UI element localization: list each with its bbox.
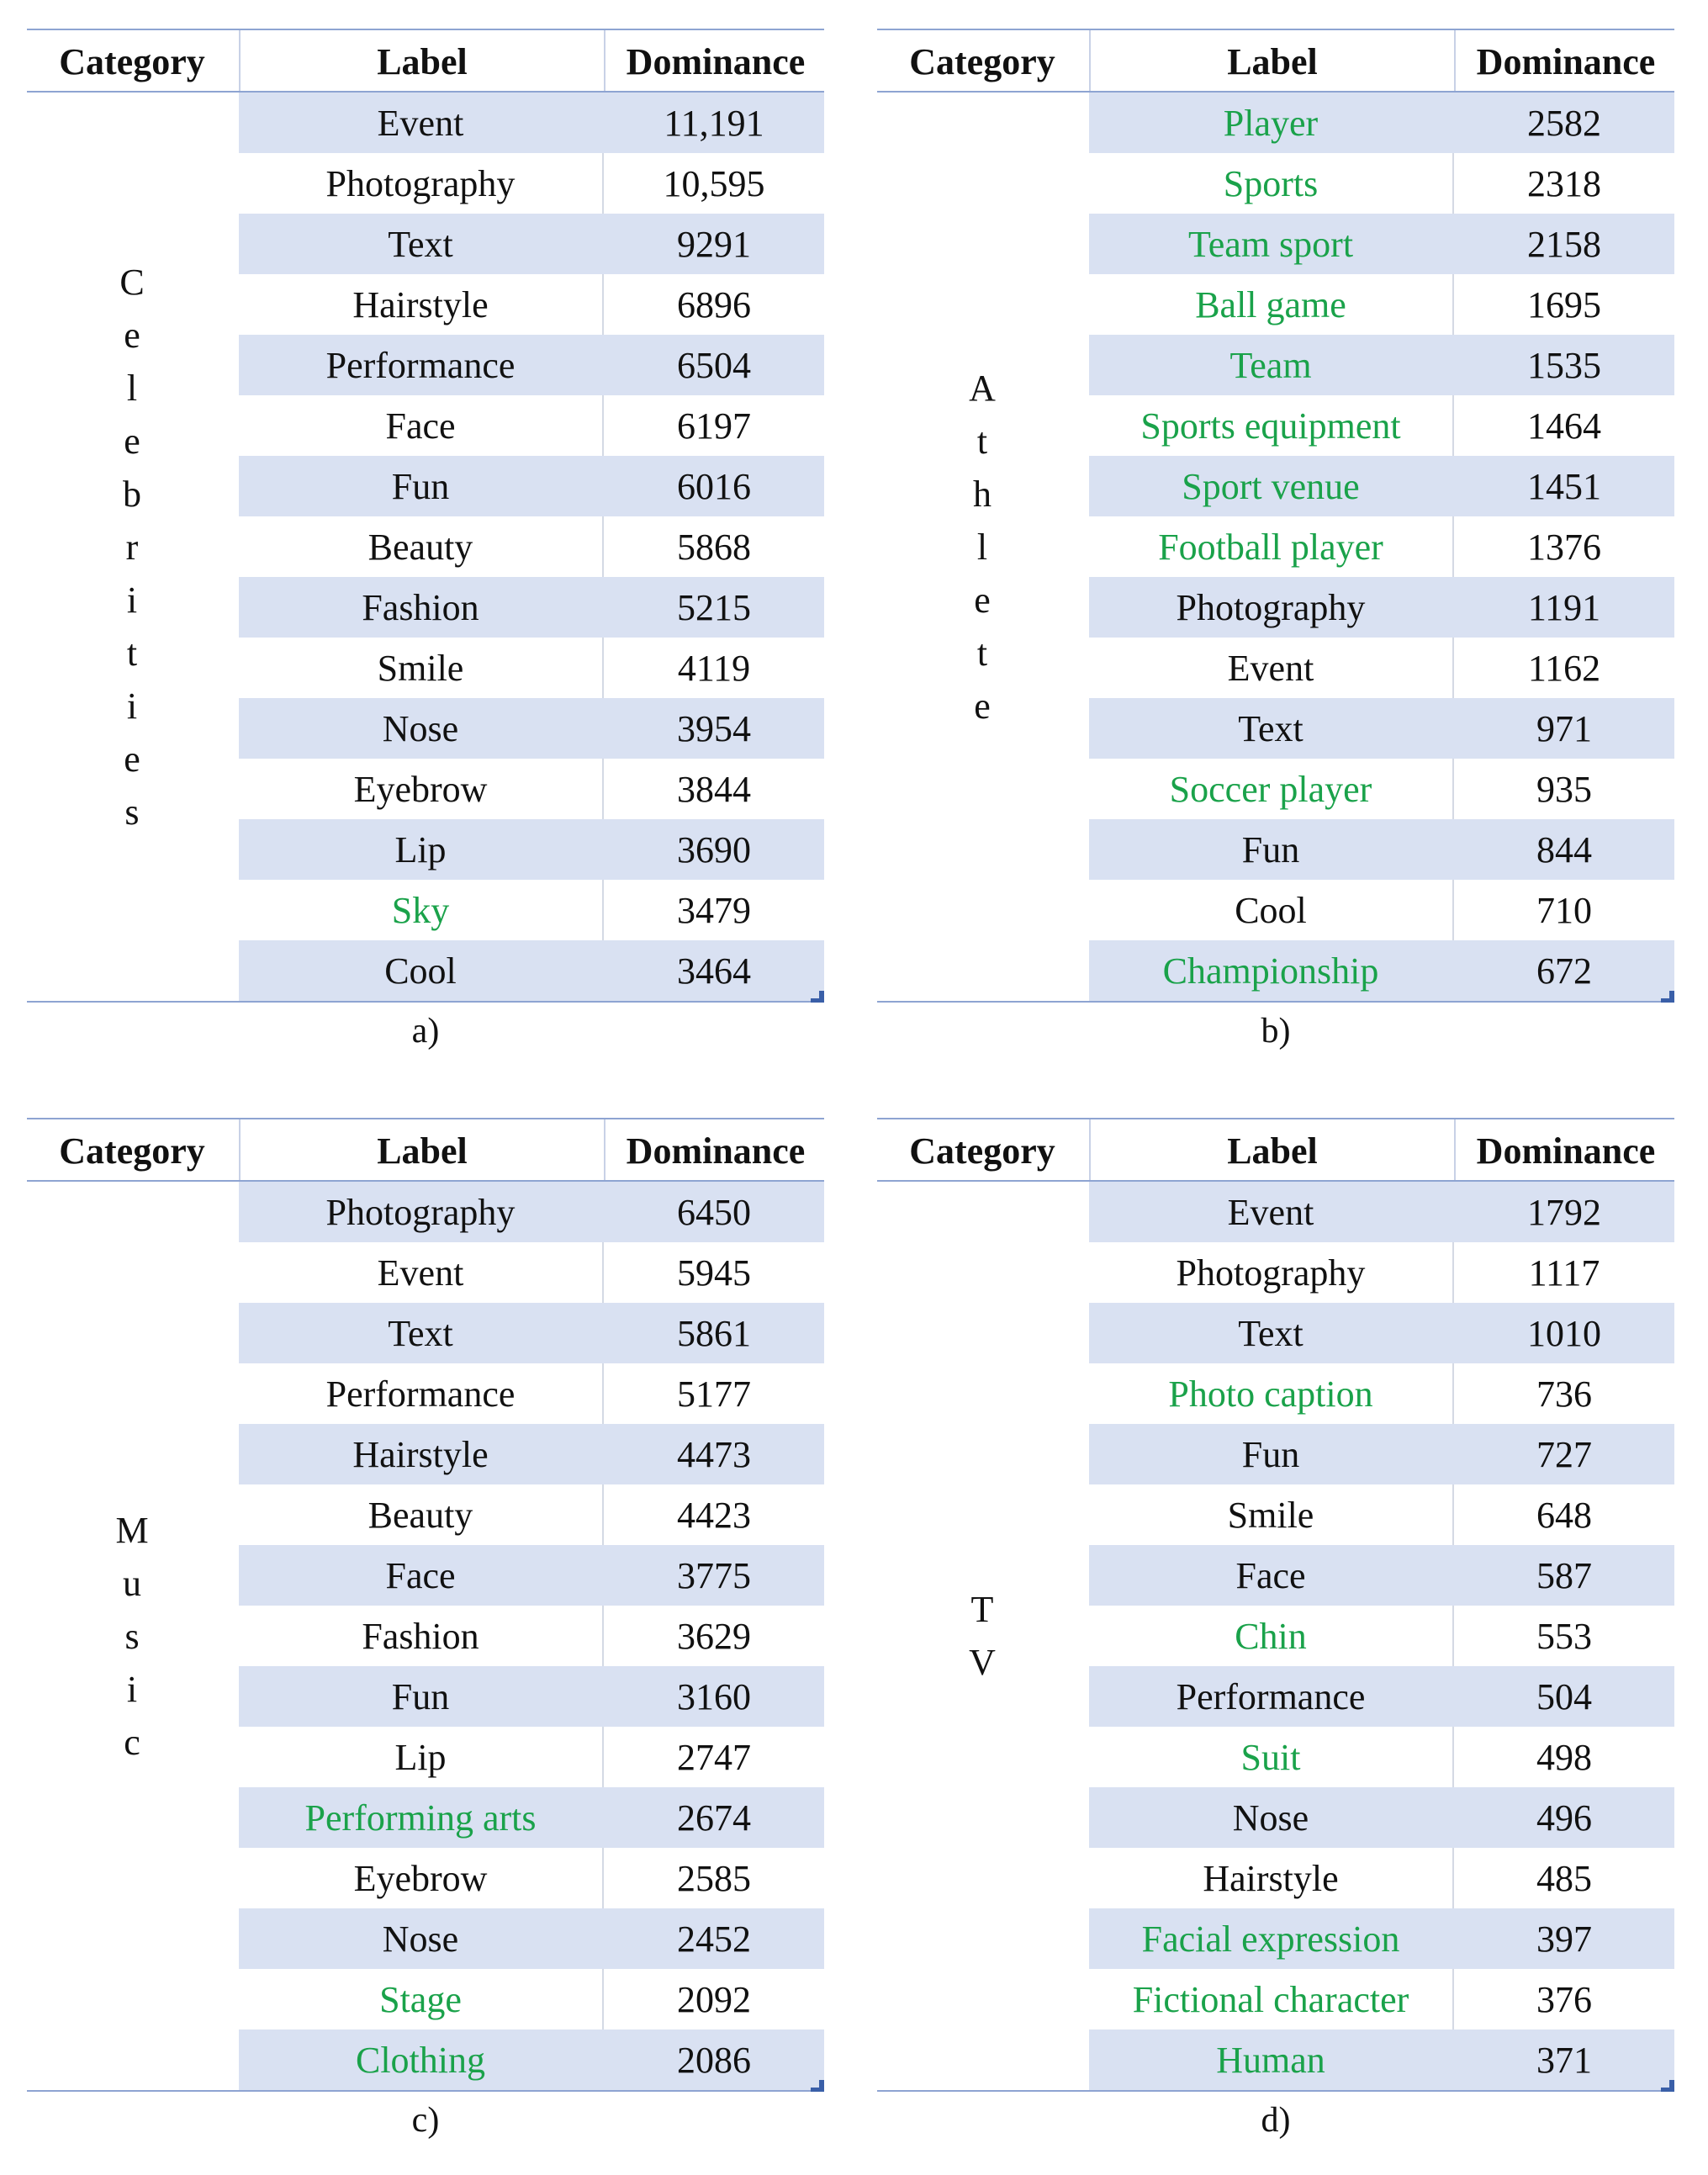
row-dominance: 844 — [1536, 829, 1592, 871]
row-dominance: 2318 — [1527, 163, 1601, 204]
table-row — [1089, 1242, 1674, 1303]
table-row — [239, 1606, 824, 1666]
row-label: Player — [1223, 103, 1319, 144]
table-row — [239, 759, 824, 819]
row-label: Event — [377, 103, 464, 144]
row-dominance: 11,191 — [664, 103, 764, 144]
category-letter: C — [119, 261, 145, 303]
row-label: Clothing — [355, 2040, 486, 2081]
category-cell — [27, 93, 237, 1001]
row-label: Eyebrow — [239, 1848, 604, 1908]
category-letter: t — [126, 632, 138, 674]
row-dominance: 3844 — [677, 769, 751, 810]
category-cell — [27, 1182, 237, 2090]
table-caption: c) — [411, 2101, 440, 2140]
table-row — [1089, 1424, 1674, 1484]
row-label: Human — [1216, 2040, 1325, 2081]
header-label: Label — [239, 1119, 604, 1180]
row-dominance: 2086 — [677, 2040, 751, 2081]
row-label: Event — [1227, 1192, 1314, 1233]
category-letter: s — [124, 1615, 140, 1657]
row-label: Championship — [1162, 950, 1379, 992]
row-label: Text — [1238, 708, 1303, 749]
table-caption: a) — [411, 1012, 440, 1050]
table-header — [877, 1118, 1674, 1182]
table-row — [239, 577, 824, 638]
table-caption: d) — [1261, 2101, 1291, 2140]
table-row — [239, 1545, 824, 1606]
table-row — [1089, 153, 1674, 214]
row-label: Nose — [382, 708, 459, 749]
table-row — [239, 1484, 824, 1545]
table-row — [1089, 819, 1674, 880]
table-row — [239, 456, 824, 516]
row-dominance: 4473 — [677, 1434, 751, 1475]
data-table — [877, 1118, 1674, 2092]
table-row — [1089, 274, 1674, 335]
row-label: Suit — [1089, 1727, 1454, 1787]
row-dominance: 5861 — [677, 1313, 751, 1354]
row-dominance: 10,595 — [663, 163, 765, 204]
header-category: Category — [59, 1130, 205, 1172]
table-row — [239, 395, 824, 456]
row-label: Beauty — [239, 1484, 604, 1545]
row-dominance: 3954 — [677, 708, 751, 749]
row-label: Team — [1229, 345, 1312, 386]
category-letter: r — [125, 526, 139, 568]
table-row — [1089, 638, 1674, 698]
row-label: Ball game — [1089, 274, 1454, 335]
row-label: Sports equipment — [1089, 395, 1454, 456]
row-label: Team sport — [1187, 224, 1354, 265]
row-dominance: 3160 — [677, 1676, 751, 1717]
table-row — [1089, 516, 1674, 577]
row-dominance: 498 — [1536, 1737, 1592, 1778]
row-label: Hairstyle — [239, 274, 604, 335]
row-dominance: 6016 — [677, 466, 751, 507]
category-letter: e — [124, 314, 140, 356]
header-label: Label — [1089, 1119, 1454, 1180]
table-rows — [239, 93, 824, 1001]
table-rows — [239, 1182, 824, 2090]
row-label: Sky — [239, 880, 604, 940]
row-label: Fun — [1241, 1434, 1300, 1475]
row-label: Stage — [239, 1969, 604, 2029]
table-panel-a — [27, 29, 826, 1051]
table-header — [877, 29, 1674, 93]
row-dominance: 1535 — [1527, 345, 1601, 386]
table-row — [239, 1363, 824, 1424]
table-row — [1089, 698, 1674, 759]
row-dominance: 2582 — [1527, 103, 1601, 144]
row-dominance: 1695 — [1527, 284, 1601, 325]
header-dominance: Dominance — [1454, 30, 1676, 91]
category-vertical-text — [969, 362, 996, 733]
header-dominance: Dominance — [604, 1119, 826, 1180]
row-label: Face — [1235, 1555, 1306, 1596]
category-letter: A — [969, 367, 996, 409]
row-label: Photography — [1176, 587, 1366, 628]
row-dominance: 5945 — [677, 1252, 751, 1294]
row-dominance: 3479 — [677, 890, 751, 931]
row-label: Chin — [1089, 1606, 1454, 1666]
row-label: Performance — [239, 1363, 604, 1424]
category-letter: T — [970, 1589, 994, 1630]
row-dominance: 1162 — [1527, 648, 1601, 689]
category-letter: e — [974, 685, 991, 727]
category-cell — [877, 93, 1087, 1001]
row-dominance: 6504 — [677, 345, 751, 386]
row-dominance: 672 — [1536, 950, 1592, 992]
row-label: Smile — [1089, 1484, 1454, 1545]
row-dominance: 4423 — [677, 1495, 751, 1536]
category-letter: l — [126, 367, 138, 409]
row-dominance: 736 — [1536, 1373, 1592, 1415]
table-row — [239, 1848, 824, 1908]
row-label: Smile — [239, 638, 604, 698]
table-rows — [1089, 1182, 1674, 2090]
table-row — [239, 93, 824, 153]
row-label: Soccer player — [1089, 759, 1454, 819]
header-dominance: Dominance — [1454, 1119, 1676, 1180]
row-label: Lip — [239, 1727, 604, 1787]
table-row — [239, 1666, 824, 1727]
table-row — [239, 214, 824, 274]
row-dominance: 4119 — [677, 648, 751, 689]
row-dominance: 648 — [1536, 1495, 1592, 1536]
category-vertical-text — [119, 256, 144, 839]
table-panel-d — [877, 1118, 1676, 2141]
table-row — [239, 698, 824, 759]
table-row — [1089, 577, 1674, 638]
row-label: Face — [385, 1555, 456, 1596]
category-letter: t — [976, 632, 988, 674]
row-dominance: 1117 — [1528, 1252, 1600, 1294]
table-row — [1089, 214, 1674, 274]
row-dominance: 3775 — [677, 1555, 751, 1596]
table-row — [1089, 1545, 1674, 1606]
category-vertical-text — [115, 1504, 148, 1769]
row-dominance: 485 — [1536, 1858, 1592, 1899]
row-dominance: 2092 — [677, 1979, 751, 2020]
table-body — [877, 93, 1674, 1003]
category-letter: i — [126, 579, 138, 621]
row-label: Photography — [1089, 1242, 1454, 1303]
row-dominance: 3464 — [677, 950, 751, 992]
row-label: Fashion — [362, 587, 479, 628]
table-row — [1089, 1666, 1674, 1727]
row-dominance: 3629 — [677, 1616, 751, 1657]
row-dominance: 6896 — [677, 284, 751, 325]
row-label: Hairstyle — [1089, 1848, 1454, 1908]
category-letter: l — [976, 526, 988, 568]
row-label: Nose — [382, 1918, 459, 1960]
row-label: Fun — [1241, 829, 1300, 871]
row-label: Facial expression — [1141, 1918, 1400, 1960]
table-row — [239, 516, 824, 577]
row-dominance: 971 — [1536, 708, 1592, 749]
header-category: Category — [59, 41, 205, 82]
table-body — [27, 1182, 824, 2092]
category-letter: e — [124, 420, 140, 462]
row-dominance: 1376 — [1527, 527, 1601, 568]
row-dominance: 496 — [1536, 1797, 1592, 1839]
table-row — [1089, 1969, 1674, 2029]
row-label: Face — [239, 395, 604, 456]
row-label: Nose — [1232, 1797, 1309, 1839]
resize-handle-icon — [811, 991, 824, 1003]
row-dominance: 710 — [1536, 890, 1592, 931]
table-panel-b — [877, 29, 1676, 1051]
table-row — [239, 1969, 824, 2029]
table-row — [1089, 1182, 1674, 1242]
row-dominance: 2158 — [1527, 224, 1601, 265]
table-row — [239, 2029, 824, 2090]
row-dominance: 1451 — [1527, 466, 1601, 507]
category-letter: c — [124, 1721, 140, 1763]
table-caption: b) — [1261, 1012, 1291, 1050]
table-row — [239, 819, 824, 880]
row-dominance: 376 — [1536, 1979, 1592, 2020]
row-dominance: 2585 — [677, 1858, 751, 1899]
row-label: Text — [388, 1313, 453, 1354]
row-dominance: 2747 — [677, 1737, 751, 1778]
data-table — [27, 1118, 824, 2092]
header-dominance: Dominance — [604, 30, 826, 91]
row-dominance: 5177 — [677, 1373, 751, 1415]
table-row — [239, 1182, 824, 1242]
row-dominance: 371 — [1536, 2040, 1592, 2081]
row-dominance: 504 — [1536, 1676, 1592, 1717]
row-label: Sports — [1089, 153, 1454, 214]
row-dominance: 935 — [1536, 769, 1592, 810]
table-row — [1089, 1908, 1674, 1969]
row-label: Fashion — [239, 1606, 604, 1666]
row-label: Photo caption — [1089, 1363, 1454, 1424]
category-letter: e — [974, 579, 991, 621]
header-label: Label — [1089, 30, 1454, 91]
row-label: Cool — [1089, 880, 1454, 940]
row-label: Lip — [394, 829, 447, 871]
row-dominance: 1191 — [1527, 587, 1601, 628]
table-row — [1089, 1363, 1674, 1424]
header-category: Category — [909, 41, 1055, 82]
table-body — [877, 1182, 1674, 2092]
row-label: Beauty — [239, 516, 604, 577]
row-dominance: 6450 — [677, 1192, 751, 1233]
table-row — [1089, 1606, 1674, 1666]
category-letter: i — [126, 1668, 138, 1710]
table-row — [239, 274, 824, 335]
table-row — [239, 1787, 824, 1848]
row-dominance: 397 — [1536, 1918, 1592, 1960]
row-dominance: 727 — [1536, 1434, 1592, 1475]
row-dominance: 2452 — [677, 1918, 751, 1960]
row-label: Text — [1238, 1313, 1303, 1354]
row-label: Photography — [325, 1192, 516, 1233]
row-label: Performing arts — [304, 1797, 537, 1839]
table-row — [239, 940, 824, 1001]
category-letter: i — [126, 685, 138, 727]
category-letter: V — [969, 1642, 996, 1683]
table-row — [1089, 456, 1674, 516]
row-label: Fun — [391, 1676, 450, 1717]
table-row — [239, 1303, 824, 1363]
row-label: Fun — [391, 466, 450, 507]
table-row — [239, 153, 824, 214]
row-dominance: 9291 — [677, 224, 751, 265]
category-letter: e — [124, 738, 140, 780]
row-label: Performance — [325, 345, 516, 386]
row-dominance: 6197 — [677, 405, 751, 447]
category-cell — [877, 1182, 1087, 2090]
table-row — [239, 1908, 824, 1969]
table-panel-c — [27, 1118, 826, 2141]
table-row — [1089, 1303, 1674, 1363]
table-row — [1089, 940, 1674, 1001]
table-row — [1089, 1787, 1674, 1848]
table-header — [27, 1118, 824, 1182]
table-body — [27, 93, 824, 1003]
row-label: Eyebrow — [239, 759, 604, 819]
row-label: Event — [239, 1242, 604, 1303]
row-label: Event — [1089, 638, 1454, 698]
row-dominance: 1464 — [1527, 405, 1601, 447]
table-row — [1089, 395, 1674, 456]
resize-handle-icon — [811, 2080, 824, 2092]
table-row — [239, 880, 824, 940]
category-vertical-text — [969, 1583, 996, 1689]
row-dominance: 1792 — [1527, 1192, 1601, 1233]
category-letter: t — [976, 420, 988, 462]
row-dominance: 1010 — [1527, 1313, 1601, 1354]
resize-handle-icon — [1661, 2080, 1674, 2092]
header-category: Category — [909, 1130, 1055, 1172]
row-label: Text — [388, 224, 453, 265]
data-table — [877, 29, 1674, 1003]
table-row — [239, 1424, 824, 1484]
row-dominance: 5868 — [677, 527, 751, 568]
category-letter: M — [115, 1509, 149, 1551]
row-dominance: 2674 — [677, 1797, 751, 1839]
table-row — [239, 638, 824, 698]
row-label: Cool — [384, 950, 457, 992]
table-row — [239, 1727, 824, 1787]
row-dominance: 3690 — [677, 829, 751, 871]
table-row — [1089, 880, 1674, 940]
table-row — [1089, 335, 1674, 395]
category-letter: b — [122, 473, 141, 515]
header-label: Label — [239, 30, 604, 91]
category-letter: u — [123, 1562, 141, 1604]
table-row — [1089, 1848, 1674, 1908]
table-row — [1089, 93, 1674, 153]
category-letter: s — [124, 791, 140, 833]
row-dominance: 5215 — [677, 587, 751, 628]
data-table — [27, 29, 824, 1003]
row-label: Sport venue — [1182, 466, 1360, 507]
row-label: Hairstyle — [352, 1434, 489, 1475]
table-row — [239, 1242, 824, 1303]
category-letter: h — [973, 473, 991, 515]
row-dominance: 553 — [1536, 1616, 1592, 1657]
table-row — [1089, 2029, 1674, 2090]
table-row — [1089, 759, 1674, 819]
row-dominance: 587 — [1536, 1555, 1592, 1596]
row-label: Performance — [1176, 1676, 1366, 1717]
table-rows — [1089, 93, 1674, 1001]
resize-handle-icon — [1661, 991, 1674, 1003]
row-label: Photography — [239, 153, 604, 214]
row-label: Fictional character — [1089, 1969, 1454, 2029]
table-row — [239, 335, 824, 395]
row-label: Football player — [1089, 516, 1454, 577]
table-header — [27, 29, 824, 93]
table-row — [1089, 1727, 1674, 1787]
table-row — [1089, 1484, 1674, 1545]
